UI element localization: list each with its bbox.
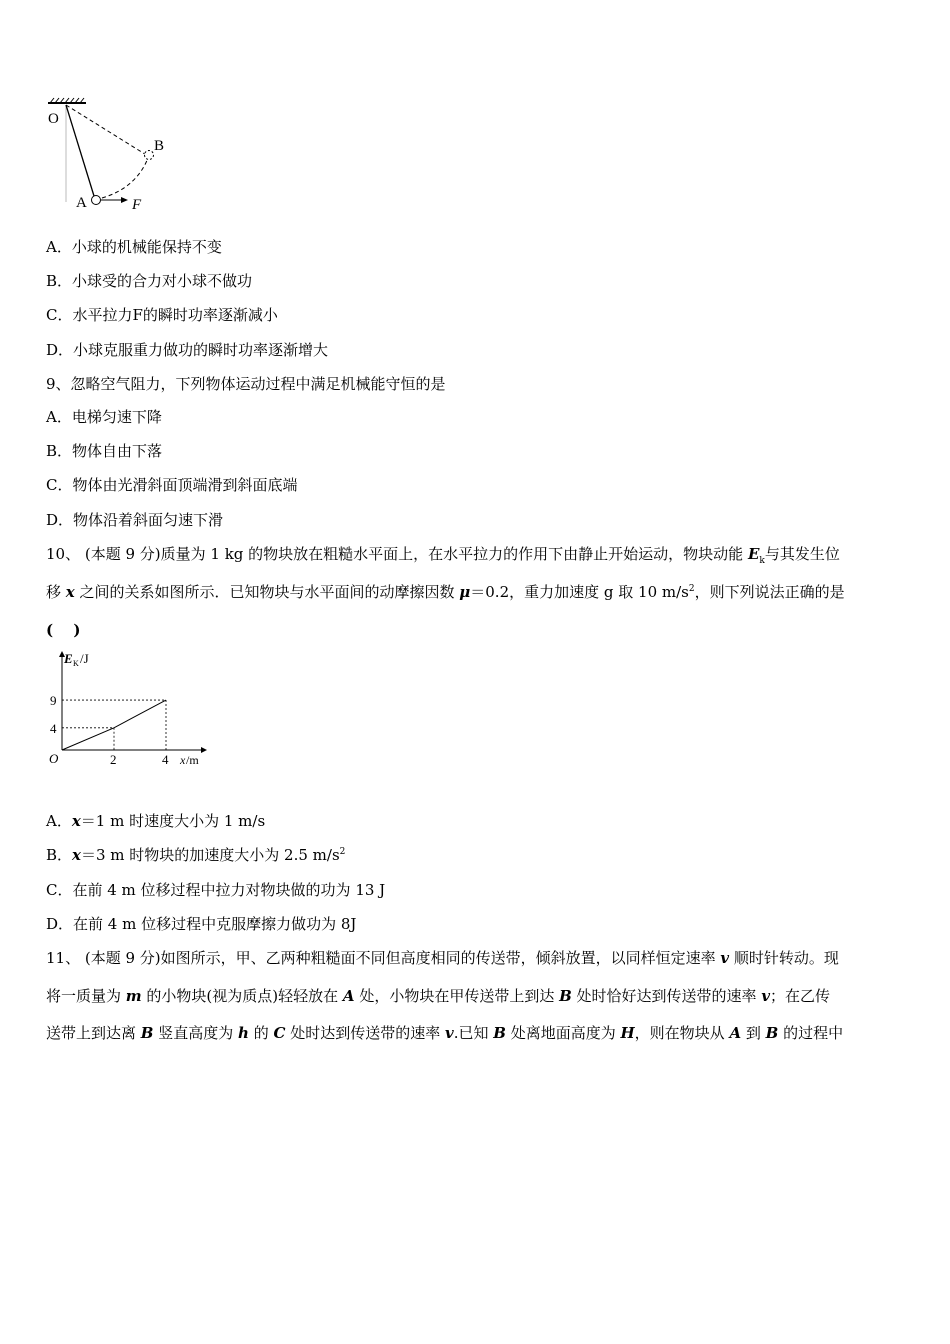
pendulum-figure (44, 96, 184, 216)
q9-option-d: D．物体沿着斜面匀速下滑 (46, 511, 224, 529)
q9-option-b: B．物体自由下落 (46, 442, 163, 460)
q8-option-d: D．小球克服重力做功的瞬时功率逐渐增大 (46, 341, 329, 359)
label-o: O (48, 111, 59, 127)
q11-stem-line3: 送带上到达离 B 竖直高度为 h 的 C 处时达到传送带的速率 v.已知 B 处离地面高度为 H，则在物块从 A 到 B 的过程中 (46, 1024, 844, 1042)
q9-option-c: C．物体由光滑斜面顶端滑到斜面底端 (46, 476, 298, 494)
y-tick-label: 9 (50, 693, 57, 709)
chart-xlabel-unit: /m (186, 753, 199, 767)
q10-stem-line1: 10、 (本题 9 分)质量为 1 kg 的物块放在粗糙水平面上，在水平拉力的作用下由静止开始运动，物块动能 $E_k$与其发生位 (46, 545, 840, 566)
q10-option-a: A．x＝1 m 时速度大小为 1 m/s (46, 812, 266, 830)
ek-x-chart (44, 648, 214, 772)
arc-path-dashed (102, 158, 148, 198)
y-tick-label: 4 (50, 720, 57, 736)
q9-option-a: A．电梯匀速下降 (46, 408, 162, 426)
q10-option-c: C．在前 4 m 位移过程中拉力对物块做的功为 13 J (46, 881, 386, 899)
q10-option-d: D．在前 4 m 位移过程中克服摩擦力做功为 8J (46, 915, 357, 933)
chart-origin: O (49, 751, 59, 766)
label-a: A (76, 195, 87, 211)
ball-b (145, 151, 154, 160)
ek-symbol: E (747, 545, 760, 563)
string-oa (66, 105, 94, 196)
force-arrowhead (121, 197, 128, 203)
chart-ylabel-sub: K (73, 659, 79, 668)
x-tick-label: 4 (162, 752, 169, 767)
q9-stem: 9、忽略空气阻力，下列物体运动过程中满足机械能守恒的是 (46, 375, 446, 393)
chart-ylabel-e: E (64, 651, 73, 666)
label-f: F (132, 197, 142, 213)
string-ob-dashed (66, 105, 148, 156)
ek-series-line (62, 700, 166, 750)
chart-ylabel-unit: /J (80, 651, 89, 666)
q8-option-c: C．水平拉力F的瞬时功率逐渐减小 (46, 306, 278, 324)
x-tick-label: 2 (110, 752, 117, 767)
q10-bracket: ( ) (46, 621, 81, 639)
chart-xlabel: x (180, 753, 186, 767)
q11-stem-line1: 11、 (本题 9 分)如图所示，甲、乙两种粗糙面不同但高度相同的传送带，倾斜放置，以同样恒定速率 v 顺时针转动。现 (46, 949, 839, 967)
ball-a (92, 196, 101, 205)
q10-option-b: B．x＝3 m 时物块的加速度大小为 2.5 $m/s^2$ (46, 846, 346, 864)
q11-stem-line2: 将一质量为 m 的小物块(视为质点)轻轻放在 A 处，小物块在甲传送带上到达 B 处时恰好达到传送带的速率 v；在乙传 (46, 987, 831, 1005)
label-b: B (154, 138, 165, 154)
q8-option-b: B．小球受的合力对小球不做功 (46, 272, 253, 290)
q10-stem-line2: 移 x 之间的关系如图所示．已知物块与水平面间的动摩擦因数 μ＝0.2，重力加速度 g 取 10 $m/s^2$，则下列说法正确的是 (46, 583, 845, 601)
q8-option-a: A．小球的机械能保持不变 (46, 238, 222, 256)
